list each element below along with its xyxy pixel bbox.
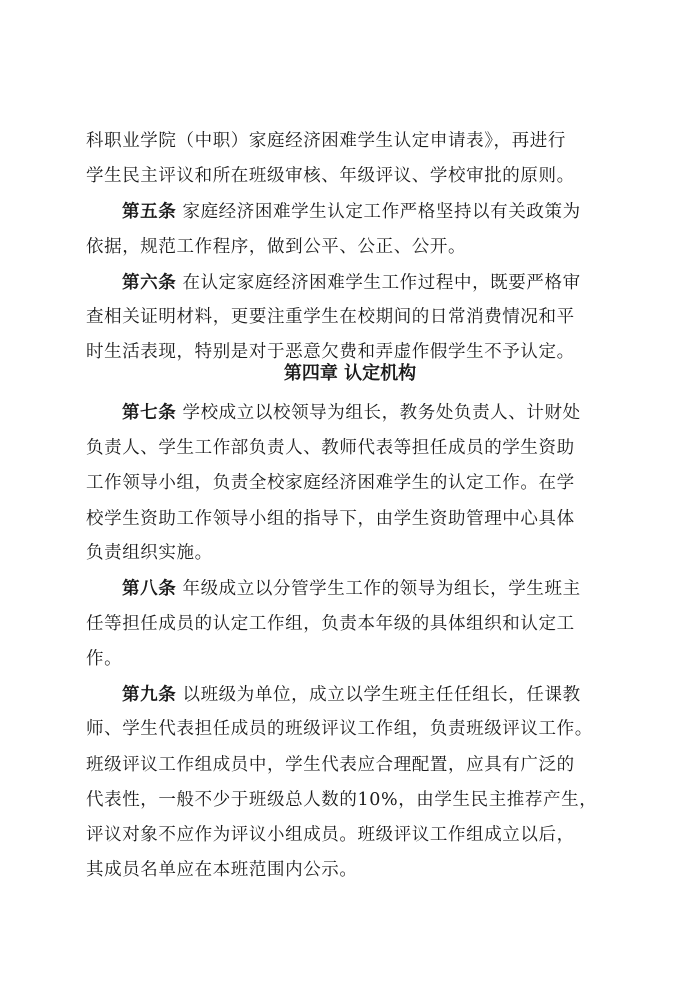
- text-line: 负责人、学生工作部负责人、教师代表等担任成员的学生资助: [86, 438, 575, 458]
- article-5-first-line: [122, 199, 581, 225]
- text-line: 学生民主评议和所在班级审核、年级评议、学校审批的原则。: [86, 166, 575, 186]
- article-8-first-line: [122, 576, 581, 602]
- article-number: 第八条: [122, 579, 177, 599]
- text-line: 查相关证明材料，更要注重学生在校期间的日常消费情况和平: [86, 307, 575, 327]
- text-segment: 在认定家庭经济困难学生工作过程中，既要严格审: [182, 273, 581, 293]
- chapter-heading: 第四章 认定机构: [283, 363, 417, 384]
- text-line: 时生活表现，特别是对于恶意欠费和弄虚作假学生不予认定。: [86, 342, 575, 362]
- text-line: 任等担任成员的认定工作组，负责本年级的具体组织和认定工: [86, 614, 575, 634]
- text-line: 评议对象不应作为评议小组成员。班级评议工作组成立以后，: [86, 825, 575, 845]
- article-number: 第七条: [122, 403, 177, 423]
- text-line: 其成员名单应在本班范围内公示。: [86, 860, 358, 880]
- article-7-first-line: [122, 400, 581, 426]
- text-line: 工作领导小组，负责全校家庭经济困难学生的认定工作。在学: [86, 473, 575, 493]
- text-line: 作。: [86, 649, 123, 669]
- text-segment: 以班级为单位，成立以学生班主任任组长，任课教: [182, 685, 581, 705]
- text-line: 代表性，一般不少于班级总人数的10%，由学生民主推荐产生，: [86, 790, 598, 810]
- text-segment: 年级成立以分管学生工作的领导为组长，学生班主: [182, 579, 581, 599]
- text-segment: 家庭经济困难学生认定工作严格坚持以有关政策为: [182, 202, 581, 222]
- text-line: 师、学生代表担任成员的班级评议工作组，负责班级评议工作。: [86, 719, 593, 739]
- article-9-first-line: [122, 682, 581, 708]
- text-line: 依据，规范工作程序，做到公平、公正、公开。: [86, 237, 467, 257]
- text-line: 班级评议工作组成员中，学生代表应合理配置，应具有广泛的: [86, 755, 575, 775]
- article-number: 第五条: [122, 202, 177, 222]
- text-line: 科职业学院（中职）家庭经济困难学生认定申请表》，再进行: [86, 131, 566, 151]
- article-number: 第九条: [122, 685, 177, 705]
- text-line: 负责组织实施。: [86, 543, 213, 563]
- article-number: 第六条: [122, 273, 177, 293]
- text-segment: 学校成立以校领导为组长，教务处负责人、计财处: [182, 403, 581, 423]
- text-line: 校学生资助工作领导小组的指导下，由学生资助管理中心具体: [86, 509, 575, 529]
- article-6-first-line: [122, 270, 581, 296]
